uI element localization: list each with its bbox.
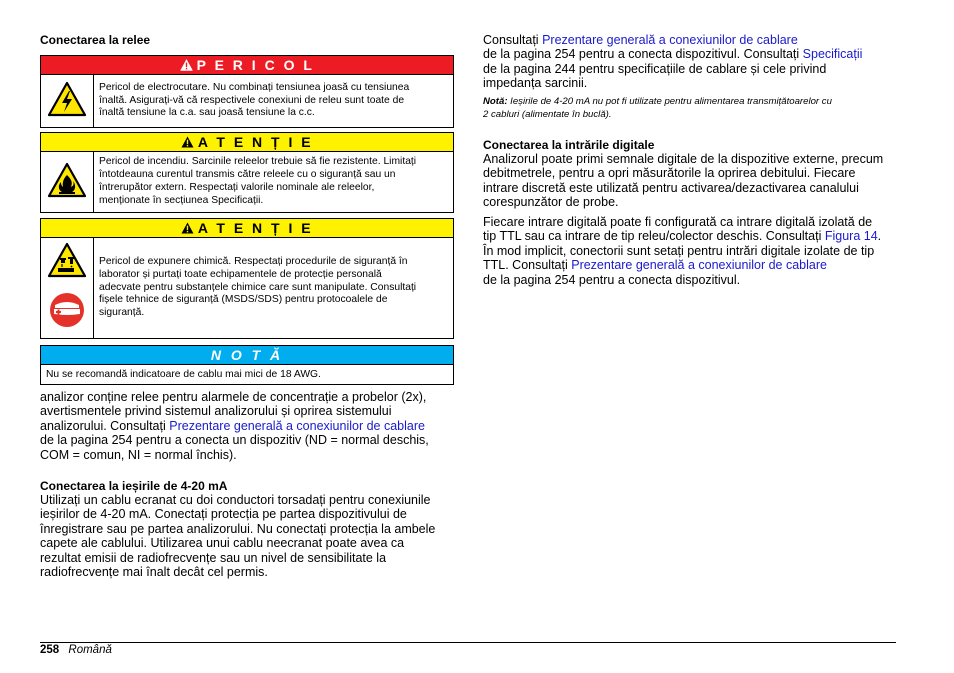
wiring-overview-link[interactable]: Prezentare generală a conexiunilor de cablare [169,418,425,433]
wiring-overview-link[interactable]: Prezentare generală a conexiunilor de cablare [542,33,798,47]
relay-heading: Conectarea la relee [40,33,151,47]
digital-paragraph-1: Analizorul poate primi semnale digitale de la dispozitive externe, precum debitmetrele, pentru a opri măsurătorile la oprirea debitului. Fiecare intrare discretă este utilizată pentru activarea/dezactivarea canalului corespunzător de probe. [483,152,884,210]
caution-header [41,133,453,152]
footer-divider [40,642,896,643]
output-heading: Conectarea la ieșirile de 4-20 mA [40,479,228,493]
note-label: Notă: [483,96,508,107]
digital-paragraph-2: Fiecare intrare digitală poate fi configurată ca intrare digitală izolată de tip TTL sau ca intrare de tip releu/colector deschis. Consultați Figura 14. În mod implicit, conectorii sunt setați pentru intrări digitale izolate de tip TTL. Consultați Prezentare generală a conexiunilor de cablare de la pagina 254 pentru a conecta dispozitivul. [483,215,882,287]
note-box [40,345,454,385]
relay-paragraph: analizor conține relee pentru alarmele de concentrație a probelor (2x), avertismentele privind sistemul analizorului și oprirea sistemului analizorului. Consultați Prezentare generală a conexiunilor de cablare de la pagina 254 pentru a conecta un dispozitiv (ND = normal deschis, COM = comun, NI = normal închis). [40,390,429,462]
fire-hazard-icon [47,162,87,203]
note-header: N O T Ă [41,346,453,365]
footer-language: Română [68,644,112,656]
chemical-hazard-icon [47,242,87,283]
caution-header-label: A T E N Ț I E [197,220,314,236]
caution-chemical-text: Pericol de expunere chimică. Respectați procedurile de siguranță în laborator și purtați toate echipamentele de protecție personală adecvate pentru substanțele chimice care sunt manipulate. Consultați fișele tehnice de siguranță (MSDS/SDS) pentru protocoalele de siguranță. [99,256,417,319]
danger-header-label: P E R I C O L [196,57,315,73]
warning-triangle-icon [180,59,193,71]
wiring-overview-link[interactable]: Prezentare generală a conexiunilor de cablare [571,258,827,273]
page-number: 258 [40,644,60,656]
output-paragraph: Utilizați un cablu ecranat cu doi conductori torsadați pentru conexiunile ieșirilor de 4-20 mA. Conectați protecția pe partea dispozitivului de înregistrare sau pe partea analizorului. Nu conectați protecția la ambele capete ale cablului. Utilizarea unui cablu neecranat poate avea ca rezultat emisii de radiofrecvențe sau un nivel de sensibilitate la radiofrecvențe mai înalt decât cel permis. [40,493,436,580]
figure-14-link[interactable]: Figura 14 [824,229,878,244]
caution-fire-text: Pericol de incendiu. Sarcinile releelor trebuie să fie rezistente. Limitați întotdeauna curentul transmis către releele cu o siguranță sau un întrerupător extern. Respectați valorile nominale ale releelor, menționate în secțiunea Specificații. [99,156,417,206]
caution-fire-box [40,132,454,213]
danger-text: Pericol de electrocutare. Nu combinați tensiunea joasă cu tensiunea înaltă. Asigurați-vă că respectivele conexiuni de releu sunt toate de înaltă tensiune la c.a. sau joasă tensiune la c.c. [99,81,410,119]
warning-triangle-icon [181,136,194,148]
caution-header [41,219,453,238]
note-text: Nu se recomandă indicatoare de cablu mai mici de 18 AWG. [46,369,321,380]
danger-header [41,56,453,75]
caution-chemical-box [40,218,454,339]
electrical-hazard-icon [47,81,87,122]
wiring-paragraph: Consultați Prezentare generală a conexiunilor de cablare de la pagina 254 pentru a conecta dispozitivul. Consultați Specificații de la pagina 244 pentru specificațiile de cablare și cele privind impedanța sarcinii. [483,33,863,91]
output-note: Notă: Ieșirile de 4-20 mA nu pot fi utilizate pentru alimentarea transmițătoarelor cu 2 cabluri (alimentate în buclă). [483,96,832,120]
specifications-link[interactable]: Specificații [802,47,863,62]
caution-header-label: A T E N Ț I E [197,134,314,150]
warning-triangle-icon [181,222,194,234]
digital-heading: Conectarea la intrările digitale [483,138,655,152]
protective-gear-icon [48,291,86,334]
page-footer [40,644,112,656]
danger-box [40,55,454,128]
